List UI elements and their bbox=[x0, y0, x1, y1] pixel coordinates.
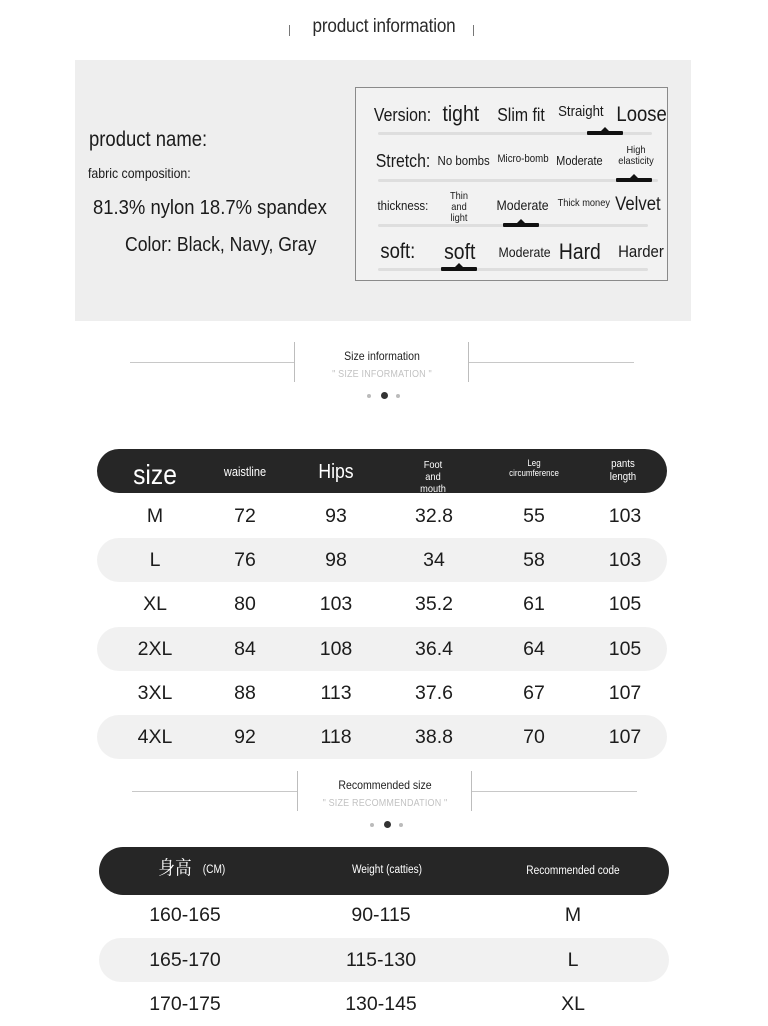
cell-waistline: 76 bbox=[234, 549, 256, 571]
size-table-header bbox=[97, 449, 667, 496]
col-hips: Hips bbox=[318, 461, 354, 483]
cell-size: L bbox=[149, 549, 161, 571]
header-divider-right bbox=[473, 25, 474, 36]
stretch-option-micro-bomb: Micro-bomb bbox=[497, 153, 549, 165]
cell-pants-length: 103 bbox=[608, 505, 642, 527]
cell-waistline: 80 bbox=[234, 593, 256, 615]
stretch-selected-marker bbox=[616, 178, 652, 182]
col-size: size bbox=[133, 459, 177, 490]
cell-foot-and-mouth: 36.4 bbox=[415, 638, 453, 660]
fabric-composition-label: fabric composition: bbox=[88, 165, 191, 181]
table-row bbox=[99, 982, 669, 1026]
cell-hips: 113 bbox=[320, 682, 352, 704]
cell-size: 2XL bbox=[137, 638, 173, 660]
pager-dot bbox=[370, 823, 374, 827]
section-divider-right bbox=[469, 362, 634, 363]
section-divider-left bbox=[132, 791, 298, 792]
cell-weight: 115-130 bbox=[345, 949, 417, 971]
stretch-option-moderate: Moderate bbox=[556, 154, 603, 168]
rec-table-header bbox=[99, 847, 669, 895]
cell-hips: 93 bbox=[325, 505, 347, 527]
col-foot-and-mouth: Foot and mouth bbox=[420, 459, 446, 496]
cell-foot-and-mouth: 38.8 bbox=[415, 726, 453, 748]
table-row bbox=[99, 893, 669, 937]
table-row bbox=[97, 494, 667, 538]
cell-leg-circumference: 55 bbox=[523, 505, 545, 527]
version-option-loose: Loose bbox=[616, 103, 667, 126]
fabric-composition-value: 81.3% nylon 18.7% spandex bbox=[93, 196, 327, 219]
table-row bbox=[97, 671, 667, 715]
rec-section-subtitle: " SIZE RECOMMENDATION " bbox=[322, 798, 448, 809]
cell-foot-and-mouth: 32.8 bbox=[415, 505, 453, 527]
version-option-tight: tight bbox=[442, 101, 480, 126]
stretch-label: Stretch: bbox=[375, 151, 431, 171]
table-row bbox=[97, 538, 667, 582]
cell-recommended-code: L bbox=[567, 949, 579, 971]
cell-hips: 108 bbox=[319, 638, 353, 660]
cell-size: M bbox=[146, 505, 164, 527]
cell-hips: 98 bbox=[325, 549, 347, 571]
pager-dot bbox=[396, 394, 400, 398]
cell-hips: 103 bbox=[319, 593, 353, 615]
cell-pants-length: 103 bbox=[608, 549, 642, 571]
cell-leg-circumference: 61 bbox=[523, 593, 545, 615]
cell-recommended-code: M bbox=[564, 904, 582, 926]
cell-pants-length: 107 bbox=[608, 682, 642, 704]
thickness-option-velvet: Velvet bbox=[615, 194, 661, 215]
cell-waistline: 92 bbox=[234, 726, 256, 748]
cell-waistline: 88 bbox=[234, 682, 256, 704]
cell-pants-length: 105 bbox=[608, 593, 642, 615]
thickness-label: thickness: bbox=[377, 198, 429, 213]
cell-pants-length: 107 bbox=[608, 726, 642, 748]
col-height: 身高 bbox=[158, 858, 192, 879]
cell-waistline: 72 bbox=[234, 505, 256, 527]
version-label: Version: bbox=[373, 105, 432, 125]
cell-leg-circumference: 64 bbox=[523, 638, 545, 660]
col-recommended-code: Recommended code bbox=[526, 865, 620, 877]
table-row bbox=[97, 627, 667, 671]
cell-leg-circumference: 58 bbox=[523, 549, 545, 571]
cell-foot-and-mouth: 34 bbox=[423, 549, 445, 571]
cell-size: 3XL bbox=[137, 682, 173, 704]
cell-weight: 90-115 bbox=[351, 904, 411, 926]
soft-option-soft: soft bbox=[444, 239, 476, 264]
col-pants-length: pants length bbox=[609, 458, 637, 483]
cell-height: 165-170 bbox=[149, 949, 221, 971]
cell-leg-circumference: 67 bbox=[523, 682, 545, 704]
pager-dot bbox=[367, 394, 371, 398]
col-weight: Weight (catties) bbox=[351, 864, 423, 876]
cell-waistline: 84 bbox=[234, 638, 256, 660]
pager-dot bbox=[399, 823, 403, 827]
cell-height: 160-165 bbox=[149, 904, 221, 926]
section-bracket-left bbox=[297, 771, 298, 811]
cell-foot-and-mouth: 37.6 bbox=[415, 682, 453, 704]
thickness-option-thick-money: Thick money bbox=[557, 197, 610, 209]
col-height-unit: (CM) bbox=[202, 864, 226, 876]
col-leg-circumference: Leg circumference bbox=[509, 458, 559, 479]
thickness-option-moderate: Moderate bbox=[496, 197, 549, 213]
section-divider-left bbox=[130, 362, 295, 363]
cell-weight: 130-145 bbox=[345, 993, 417, 1015]
stretch-option-high-elasticity: High elasticity bbox=[618, 144, 654, 168]
col-waistline: waistline bbox=[223, 465, 267, 479]
pager-dot-active bbox=[384, 821, 391, 828]
cell-foot-and-mouth: 35.2 bbox=[415, 593, 453, 615]
table-row bbox=[97, 582, 667, 626]
section-bracket-left bbox=[294, 342, 295, 382]
thickness-selected-marker bbox=[503, 223, 539, 227]
soft-option-hard: Hard bbox=[558, 239, 601, 264]
size-section-subtitle: " SIZE INFORMATION " bbox=[332, 369, 432, 380]
page-title: product information bbox=[312, 16, 456, 37]
color-options: Color: Black, Navy, Gray bbox=[125, 234, 317, 256]
cell-size: XL bbox=[143, 593, 167, 615]
cell-height: 170-175 bbox=[149, 993, 221, 1015]
size-section-title: Size information bbox=[344, 349, 420, 363]
soft-label: soft: bbox=[380, 240, 416, 263]
soft-slider-track bbox=[378, 268, 648, 271]
product-name-label: product name: bbox=[89, 128, 208, 151]
cell-recommended-code: XL bbox=[561, 993, 585, 1015]
stretch-option-no-bombs: No bombs bbox=[437, 153, 490, 168]
table-row bbox=[99, 938, 669, 982]
thickness-option-thin-and-light: Thin and light bbox=[450, 190, 468, 225]
soft-selected-marker bbox=[441, 267, 477, 271]
version-selected-marker bbox=[587, 131, 623, 135]
soft-option-harder: Harder bbox=[618, 242, 664, 261]
soft-option-moderate: Moderate bbox=[498, 244, 551, 260]
attributes-box bbox=[355, 87, 668, 281]
cell-size: 4XL bbox=[137, 726, 173, 748]
cell-leg-circumference: 70 bbox=[523, 726, 545, 748]
cell-hips: 118 bbox=[320, 726, 352, 748]
version-option-slim-fit: Slim fit bbox=[497, 105, 545, 125]
cell-pants-length: 105 bbox=[608, 638, 642, 660]
version-option-straight: Straight bbox=[558, 103, 604, 120]
table-row bbox=[97, 715, 667, 759]
rec-section-title: Recommended size bbox=[338, 778, 432, 792]
pager-dot-active bbox=[381, 392, 388, 399]
section-divider-right bbox=[472, 791, 637, 792]
